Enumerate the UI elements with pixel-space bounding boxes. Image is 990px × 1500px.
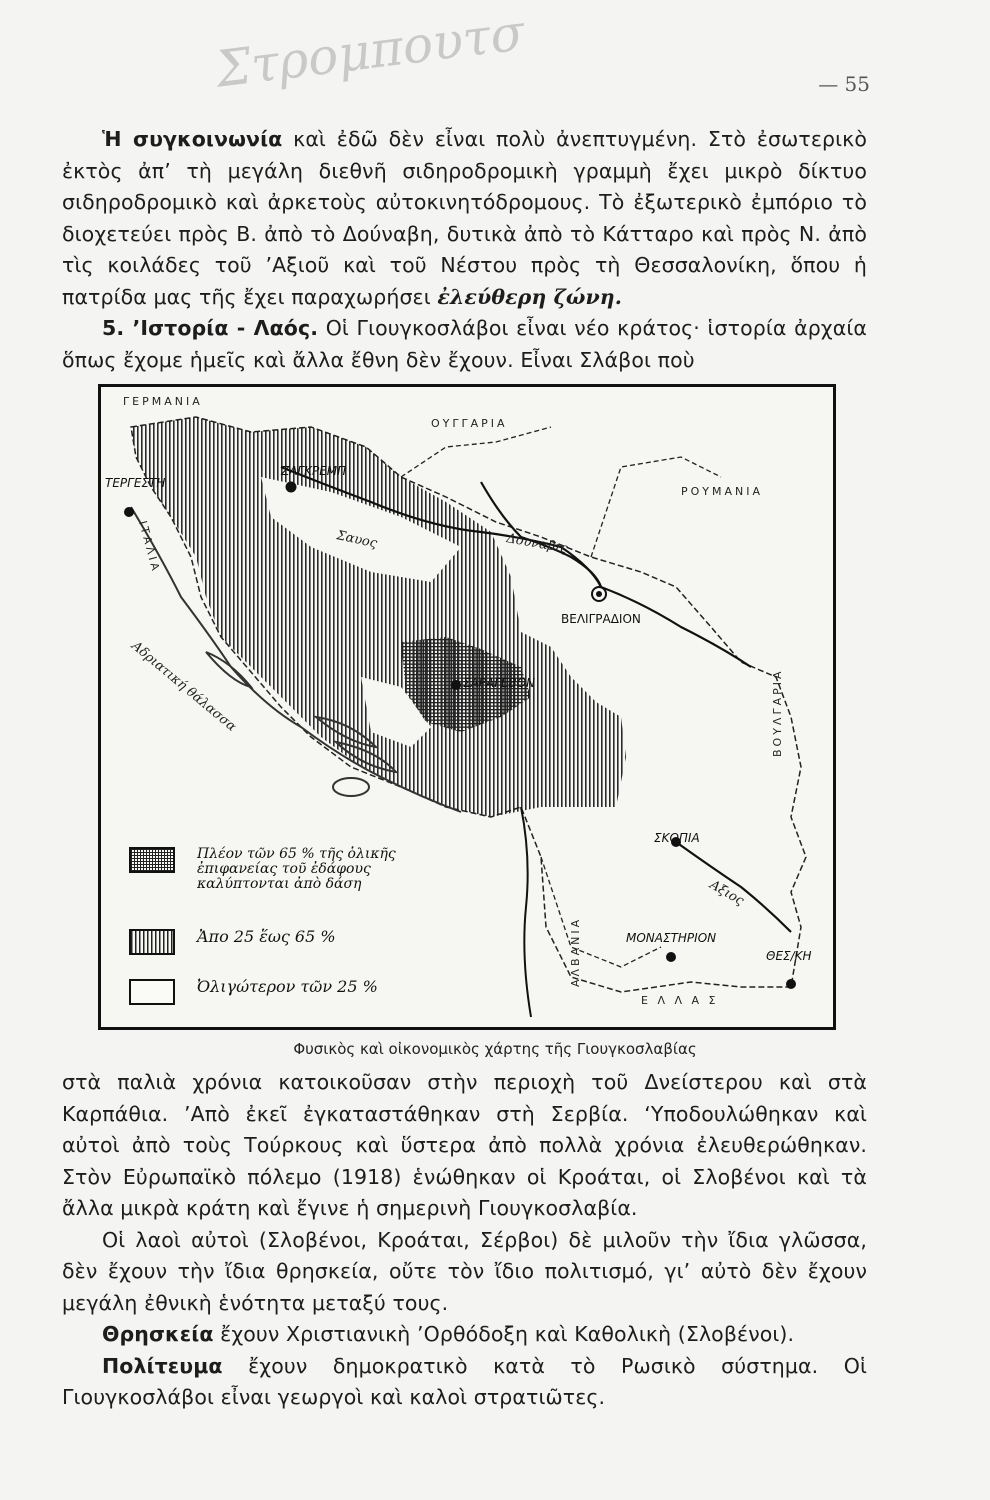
paragraph-origins: στὰ παλιὰ χρόνια κατοικοῦσαν στὴν περιοχὴ τοῦ Δνείστερου καὶ στὰ Καρπάθια. ’Απὸ ἐκεῖ ἐγκαταστάθηκαν στὴ Σερβία. ‘Υποδουλώθηκαν καὶ αὐτοὶ ἀπὸ τοὺς Τούρκους καὶ ὕστερα ἀπὸ πολλὰ χρόνια ἐλευθερώθηκαν. Στὸν Εὐρωπαϊκὸ πόλεμο (1918) ἑνώθηκαν οἱ Κροάται, οἱ Σλοβένοι καὶ τὰ ἄλλα μικρὰ κράτη καὶ ἔγινε ἡ σημερινὴ Γιουγκοσλαβία.: [62, 1070, 867, 1220]
city-dot-zagreb: [286, 482, 297, 493]
label-italy: ΙΤΑΛΙΑ: [136, 519, 163, 575]
river-label-axios: Αξιος: [707, 877, 747, 909]
label-bulgaria: ΒΟΥΛΓΑΡΙΑ: [771, 668, 784, 757]
paragraph-government-body: ἔχουν δημοκρατικὸ κατὰ τὸ Ρωσικὸ σύστημα. Οἱ Γιουγκοσλάβοι εἶναι γεωργοὶ καὶ καλοὶ στρατιῶτες.: [62, 1353, 867, 1409]
hungary-border: [401, 427, 551, 477]
page-number: — 55: [818, 72, 870, 96]
heading-history: 5. ’Ιστορία - Λαός.: [102, 316, 319, 340]
paragraph-religion: [62, 1319, 867, 1351]
city-dot-sarajevo: [451, 680, 461, 690]
paragraph-history-body: Οἱ Γιουγκοσλάβοι εἶναι νέο κράτος· ἱστορία ἀρχαία ὅπως ἔχομε ἡμεῖς καὶ ἄλλα ἔθνη δὲν ἔχουν. Εἶναι Σλάβοι ποὺ: [62, 316, 868, 372]
label-albania: ΑΛΒΑΝΙΑ: [569, 916, 582, 987]
label-germany: ΓΕΡΜΑΝΙΑ: [123, 395, 203, 408]
yugoslavia-map: [98, 384, 836, 1030]
label-romania: ΡΟΥΜΑΝΙΑ: [681, 485, 764, 498]
paragraph-communications: [62, 124, 867, 313]
legend-label-light: Ὀλιγώτερον τῶν 25 %: [197, 977, 378, 996]
city-label-belgrade: ΒΕΛΙΓΡΑΔΙΟΝ: [561, 612, 641, 626]
label-greece: Ε Λ Λ Α Σ: [641, 994, 719, 1007]
free-zone-emphasis: ἐλεύθερη ζώνη.: [437, 284, 623, 309]
city-dot-trieste: [124, 507, 134, 517]
legend-swatch-dense: [129, 847, 175, 873]
heading-religion: Θρησκεία: [102, 1322, 214, 1346]
heading-government: Πολίτευμα: [102, 1353, 223, 1378]
legend-swatch-mid: [129, 929, 175, 955]
paragraph-government: [62, 1351, 867, 1414]
label-sea: Αδριατική θάλασσα: [128, 638, 239, 735]
legend-mid: [129, 929, 336, 955]
albania-greece-border: [541, 857, 661, 967]
city-label-trieste: ΤΕΡΓΕΣΤΗ: [105, 476, 166, 490]
city-label-skopje: ΣΚΟΠΙΑ: [654, 831, 700, 845]
label-hungary: ΟΥΓΓΑΡΙΑ: [431, 417, 508, 430]
romania-border: [591, 457, 721, 557]
coastline-island-4: [333, 778, 369, 796]
legend-label-mid: Ἀπο 25 ἕως 65 %: [197, 927, 336, 946]
bottom-text-block: [62, 1067, 867, 1414]
city-dot-monastir: [666, 952, 676, 962]
city-label-zagreb: ΖΑΓΚΡΕΜΠ: [281, 464, 347, 478]
axios-river: [676, 842, 791, 932]
heading-communications: Ἡ συγκοινωνία: [102, 127, 283, 151]
paragraph-religion-body: ἔχουν Χριστιανικὴ ’Ορθόδοξη καὶ Καθολικὴ (Σλοβένοι).: [213, 1322, 795, 1346]
handwritten-note: Στρομπουτσ: [212, 3, 528, 99]
river-label-sava: Σαυος: [335, 528, 379, 552]
paragraph-communications-body: καὶ ἐδῶ δὲν εἶναι πολὺ ἀνεπτυγμένη. Στὸ ἐσωτερικὸ ἐκτὸς ἀπ’ τὴ μεγάλη διεθνῆ σιδηροδρομικὴ γραμμὴ ἔχει μικρὸ δίκτυο σιδηροδρομικὸ καὶ ἀρκετοὺς αὐτοκινητόδρομους. Τὸ ἐξωτερικὸ ἐμπόριο τὸ διοχετεύει πρὸς Β. ἀπὸ τὸ Δούναβη, δυτικὰ ἀπὸ τὸ Κάτταρο καὶ πρὸς Ν. ἀπὸ τὶς κοιλάδες τοῦ ’Αξιοῦ καὶ τοῦ Νέστου πρὸς τὴ Θεσσαλονίκη, ὅπου ἡ πατρίδα μας τῆς ἔχει παραχωρήσει: [62, 127, 867, 309]
legend-label-dense: Πλέον τῶν 65 % τῆς ὁλικῆς ἐπιφανείας τοῦ ἐδάφους καλύπτονται ἀπὸ δάση: [197, 846, 396, 892]
river-label-danube: Δουναβις: [505, 531, 569, 557]
top-text-block: [62, 124, 867, 376]
legend-swatch-light: [129, 979, 175, 1005]
city-dot-thessaloniki: [786, 979, 796, 989]
legend-dense: [129, 847, 457, 892]
city-label-thessaloniki: ΘΕΣ/ΚΗ: [766, 949, 812, 963]
paragraph-peoples: Οἱ λαοὶ αὐτοὶ (Σλοβένοι, Κροάται, Σέρβοι) δὲ μιλοῦν τὴν ἴδια γλῶσσα, δὲν ἔχουν τὴν ἴδια θρησκεία, οὔτε τὸν ἴδιο πολιτισμό, γι’ αὐτὸ δὲν ἔχουν μεγάλη ἐθνικὴ ἑνότητα μεταξύ τους.: [62, 1227, 867, 1315]
city-label-sarajevo: ΣΑΡΑΓΕΒΟΝ: [463, 676, 536, 690]
map-caption: Φυσικὸς καὶ οἰκονομικὸς χάρτης τῆς Γιουγκοσλαβίας: [293, 1040, 697, 1058]
city-label-monastir: ΜΟΝΑΣΤΗΡΙΟΝ: [626, 931, 717, 945]
paragraph-history: [62, 313, 867, 376]
legend-light: [129, 979, 378, 1005]
southern-river: [521, 807, 531, 1017]
